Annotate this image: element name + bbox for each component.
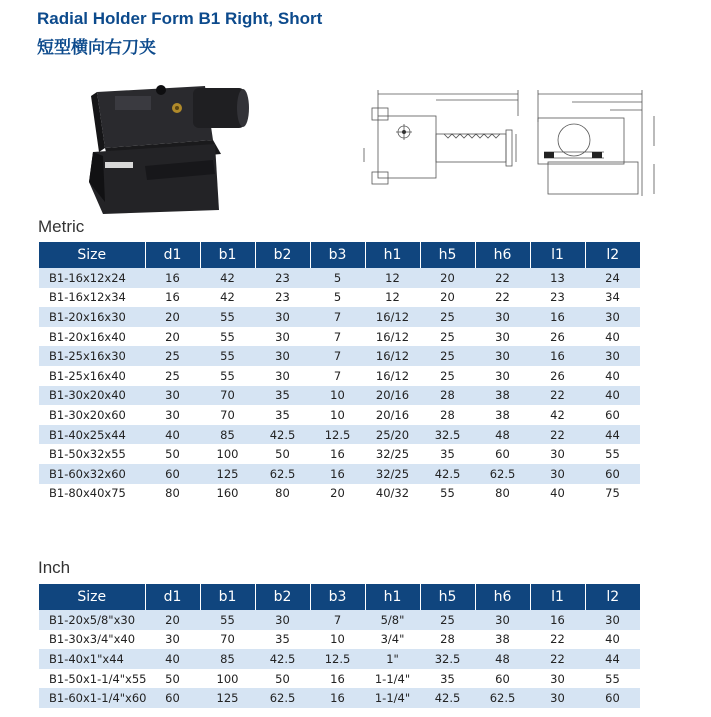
table-cell: B1-50x32x55 [49,447,126,462]
metric-table [39,242,640,503]
table-cell: 30 [530,464,585,484]
table-cell: 42.5 [420,464,475,484]
inch-table [39,584,640,708]
table-cell: 80 [275,486,290,501]
column-header-d1: d1 [145,242,200,268]
table-row [39,649,640,669]
table-cell: 35 [440,447,455,462]
table-cell: 30 [145,386,200,406]
table-cell: 26 [550,329,565,344]
table-cell: 30 [165,407,180,422]
table-cell: B1-60x32x60 [39,464,145,484]
table-cell: 32.5 [420,649,475,669]
table-cell: 16 [530,346,585,366]
table-cell: 12 [365,268,420,288]
table-cell: 42 [550,407,565,422]
metric-header-row [39,242,640,268]
table-cell: B1-40x25x44 [39,425,145,445]
column-header-l2: l2 [585,242,640,268]
table-cell: 5 [310,268,365,288]
column-header-h1: h1 [365,242,420,268]
table-cell: 16 [165,290,180,305]
table-cell: 60 [585,688,640,708]
table-cell: 30 [475,346,530,366]
table-cell: 16/12 [375,368,410,383]
column-header-h5: h5 [420,242,475,268]
page-subtitle: 短型横向右刀夹 [37,38,156,57]
table-cell: 7 [333,329,342,344]
table-cell: 50 [165,671,180,686]
table-cell: 70 [200,386,255,406]
table-cell: 80 [495,486,510,501]
table-cell: B1-20x16x30 [39,307,145,327]
table-cell: 23 [275,290,290,305]
inch-header-row [39,584,640,610]
table-row [39,630,640,650]
column-header-l1: l1 [530,584,585,610]
table-cell: 7 [310,346,365,366]
table-cell: B1-30x3/4"x40 [49,632,136,647]
table-cell: 48 [475,649,530,669]
table-cell: 25 [420,307,475,327]
table-row [39,307,640,327]
table-cell: 22 [495,290,510,305]
table-cell: 7 [310,610,365,630]
table-cell: 42 [200,268,255,288]
table-cell: 20 [145,610,200,630]
table-cell: 62.5 [255,464,310,484]
table-cell: 20 [440,290,455,305]
table-cell: 55 [605,447,620,462]
table-cell: 3/4" [380,632,405,647]
table-cell: 24 [585,268,640,288]
table-cell: 16/12 [365,307,420,327]
table-cell: 30 [530,688,585,708]
table-row [39,366,640,386]
table-row [39,405,640,425]
table-cell: 7 [310,307,365,327]
table-cell: 25 [165,368,180,383]
table-cell: 1-1/4" [365,688,420,708]
table-cell: 40 [585,386,640,406]
column-header-size: Size [39,584,145,610]
table-cell: 1-1/4" [374,671,411,686]
table-cell: 42.5 [420,688,475,708]
table-cell: 30 [475,610,530,630]
table-cell: 60 [495,447,510,462]
table-cell: B1-20x16x40 [49,329,126,344]
table-cell: 22 [475,268,530,288]
column-header-l1: l1 [530,242,585,268]
table-row [39,327,640,347]
column-header-h6: h6 [475,242,530,268]
table-cell: 35 [275,632,290,647]
column-header-h6: h6 [475,584,530,610]
table-cell: 70 [220,632,235,647]
table-cell: 16 [530,610,585,630]
table-row [39,688,640,708]
table-cell: 22 [550,632,565,647]
table-cell: 16 [310,464,365,484]
table-cell: B1-25x16x40 [49,368,126,383]
table-cell: 5 [333,290,342,305]
table-cell: B1-40x1"x44 [39,649,145,669]
table-cell: 30 [255,307,310,327]
table-cell: 20 [420,268,475,288]
table-cell: 55 [605,671,620,686]
table-cell: 30 [255,346,310,366]
table-cell: B1-30x20x40 [39,386,145,406]
table-cell: 16/12 [375,329,410,344]
table-cell: B1-60x1-1/4"x60 [39,688,145,708]
table-cell: 60 [495,671,510,686]
metric-label: Metric [38,217,85,236]
table-cell: 40 [550,486,565,501]
table-cell: 16/12 [365,346,420,366]
table-cell: 25 [440,329,455,344]
column-header-b2: b2 [255,584,310,610]
table-row [39,444,640,464]
table-cell: 30 [585,307,640,327]
column-header-d1: d1 [145,584,200,610]
table-cell: 30 [550,447,565,462]
table-cell: B1-50x1-1/4"x55 [49,671,147,686]
column-header-b1: b1 [200,242,255,268]
table-cell: 25 [440,368,455,383]
table-cell: 100 [216,671,239,686]
table-cell: 35 [255,386,310,406]
table-cell: 75 [605,486,620,501]
table-cell: 20/16 [375,407,410,422]
table-cell: 1" [365,649,420,669]
inch-body [39,610,640,708]
table-row [39,268,640,288]
table-cell: 42 [220,290,235,305]
table-cell: 55 [200,610,255,630]
table-cell: 30 [495,368,510,383]
table-cell: B1-80x40x75 [49,486,126,501]
page-title: Radial Holder Form B1 Right, Short [37,9,323,28]
table-cell: B1-25x16x30 [39,346,145,366]
table-cell: 26 [550,368,565,383]
table-cell: 35 [275,407,290,422]
table-cell: 30 [585,610,640,630]
column-header-b3: b3 [310,242,365,268]
table-cell: B1-30x20x60 [49,407,126,422]
table-cell: 13 [530,268,585,288]
table-cell: 22 [530,425,585,445]
table-cell: 30 [475,307,530,327]
table-cell: 16 [530,307,585,327]
table-row [39,610,640,630]
table-cell: 60 [145,464,200,484]
table-cell: 30 [495,329,510,344]
table-cell: 62.5 [475,464,530,484]
table-cell: 40/32 [375,486,410,501]
table-cell: 22 [530,649,585,669]
table-cell: B1-20x5/8"x30 [39,610,145,630]
table-cell: 5/8" [365,610,420,630]
column-header-l2: l2 [585,584,640,610]
table-row [39,386,640,406]
table-cell: 42.5 [255,649,310,669]
column-header-b3: b3 [310,584,365,610]
table-cell: 32/25 [375,447,410,462]
table-row [39,669,640,689]
table-cell: 48 [475,425,530,445]
table-cell: 16 [145,268,200,288]
table-cell: 34 [605,290,620,305]
table-cell: 25 [145,346,200,366]
table-row [39,346,640,366]
table-cell: 16 [330,447,345,462]
product-photo [85,82,255,214]
table-cell: 70 [220,407,235,422]
table-cell: 125 [200,688,255,708]
table-cell: 62.5 [475,688,530,708]
table-cell: 30 [165,632,180,647]
table-cell: 35 [440,671,455,686]
table-cell: 22 [530,386,585,406]
table-cell: 28 [440,407,455,422]
table-cell: 10 [310,386,365,406]
technical-drawing-front [532,86,672,201]
metric-body [39,268,640,503]
table-cell: 40 [145,425,200,445]
table-row [39,464,640,484]
table-cell: 10 [330,632,345,647]
table-cell: 12.5 [310,649,365,669]
table-cell: 44 [585,425,640,445]
table-cell: 40 [145,649,200,669]
table-cell: 10 [330,407,345,422]
table-cell: 55 [220,368,235,383]
table-cell: 60 [585,464,640,484]
inch-label: Inch [38,558,71,577]
table-cell: 55 [220,329,235,344]
table-cell: 30 [550,671,565,686]
technical-drawing-side [358,86,523,201]
table-cell: 42.5 [255,425,310,445]
table-cell: 85 [200,649,255,669]
table-cell: 50 [275,671,290,686]
table-cell: 125 [200,464,255,484]
table-cell: B1-16x12x24 [39,268,145,288]
table-cell: 80 [165,486,180,501]
table-cell: 55 [200,346,255,366]
table-cell: 23 [550,290,565,305]
table-cell: 50 [165,447,180,462]
table-cell: 12.5 [310,425,365,445]
column-header-b2: b2 [255,242,310,268]
table-cell: 30 [275,329,290,344]
table-cell: 32.5 [420,425,475,445]
table-cell: 85 [200,425,255,445]
table-cell: 16 [310,688,365,708]
table-cell: 20 [330,486,345,501]
table-cell: 20/16 [365,386,420,406]
table-cell: 40 [605,329,620,344]
table-cell: 28 [420,386,475,406]
table-cell: 25 [420,610,475,630]
table-cell: 16 [330,671,345,686]
table-cell: B1-16x12x34 [49,290,126,305]
table-cell: 62.5 [255,688,310,708]
table-cell: 50 [275,447,290,462]
table-cell: 100 [216,447,239,462]
table-cell: 40 [605,632,620,647]
table-cell: 55 [440,486,455,501]
table-cell: 32/25 [365,464,420,484]
table-cell: 30 [255,610,310,630]
column-header-h1: h1 [365,584,420,610]
column-header-b1: b1 [200,584,255,610]
table-cell: 20 [145,307,200,327]
table-cell: 38 [495,632,510,647]
table-row [39,288,640,308]
table-cell: 12 [385,290,400,305]
table-cell: 23 [255,268,310,288]
table-row [39,425,640,445]
table-cell: 60 [605,407,620,422]
table-cell: 55 [200,307,255,327]
table-cell: 30 [275,368,290,383]
column-header-size: Size [39,242,145,268]
table-cell: 60 [145,688,200,708]
table-cell: 25/20 [365,425,420,445]
table-cell: 28 [440,632,455,647]
table-cell: 38 [475,386,530,406]
table-cell: 44 [585,649,640,669]
table-cell: 25 [420,346,475,366]
column-header-h5: h5 [420,584,475,610]
table-cell: 40 [605,368,620,383]
table-cell: 7 [333,368,342,383]
table-cell: 160 [216,486,239,501]
table-cell: 38 [495,407,510,422]
table-row [39,484,640,504]
table-cell: 20 [165,329,180,344]
table-cell: 30 [585,346,640,366]
